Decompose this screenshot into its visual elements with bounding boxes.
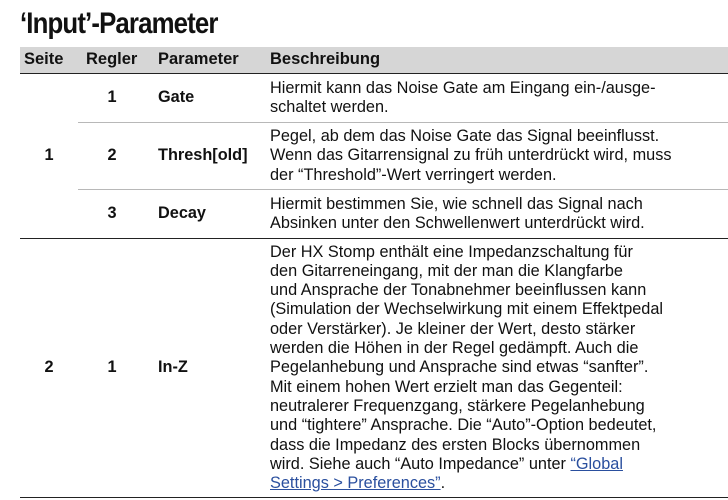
header-beschreibung: Beschreibung: [268, 47, 728, 74]
desc-line: Hiermit bestimmen Sie, wie schnell das Signal nach: [270, 194, 643, 213]
desc-line: Pegelanhebung und Ansprache sind etwas “sanfter”.: [270, 358, 649, 377]
parameter-table: [20, 47, 728, 498]
header-seite: Seite: [20, 47, 78, 74]
desc-line: und “tightere” Ansprache. Die “Auto”-Option bedeutet,: [270, 416, 657, 435]
section-title: ‘Input’-Parameter: [20, 7, 218, 40]
seite-cell-2: 2: [20, 239, 78, 498]
description-gate: [268, 74, 728, 123]
table-row-gate: [20, 74, 728, 123]
description-in-z: [268, 239, 728, 498]
desc-line: Hiermit kann das Noise Gate am Eingang ein-/ausge-: [270, 78, 656, 97]
desc-line: werden die Höhen in der Regel gedämpft. Auch die: [270, 339, 639, 358]
regler-cell: 2: [78, 123, 146, 190]
desc-line: Wenn das Gitarrensignal zu früh unterdrückt wird, muss: [270, 146, 672, 165]
desc-line: wird. Siehe auch “Auto Impedance” unter: [270, 454, 571, 473]
desc-line: den Gitarreneingang, mit der man die Klangfarbe: [270, 261, 623, 280]
description-decay: [268, 190, 728, 239]
desc-line: der “Threshold”-Wert verringert werden.: [270, 165, 557, 184]
table-header-row: [20, 47, 728, 74]
desc-line: neutralerer Frequenzgang, stärkere Pegelanhebung: [270, 396, 645, 415]
parameter-name-decay: Decay: [146, 190, 268, 239]
preferences-link[interactable]: Settings > Preferences”: [270, 474, 441, 493]
seite-cell-1: 1: [20, 74, 78, 239]
regler-cell: 1: [78, 239, 146, 498]
description-threshold: [268, 123, 728, 190]
table-row-decay: [20, 190, 728, 239]
desc-period: .: [440, 474, 446, 493]
desc-line: und Ansprache der Tonabnehmer beeinflussen kann: [270, 281, 647, 300]
table-row-in-z: [20, 239, 728, 498]
regler-cell: 3: [78, 190, 146, 239]
regler-cell: 1: [78, 74, 146, 123]
header-parameter: Parameter: [146, 47, 268, 74]
desc-line: schaltet werden.: [270, 98, 389, 116]
header-regler: Regler: [78, 47, 146, 74]
desc-line: oder Verstärker). Je kleiner der Wert, desto stärker: [270, 319, 636, 338]
desc-line: Der HX Stomp enthält eine Impedanzschaltung für: [270, 242, 633, 261]
parameter-name-threshold: Thresh[old]: [146, 123, 268, 190]
desc-line: dass die Impedanz des ersten Blocks übernommen: [270, 435, 641, 454]
parameter-name-gate: Gate: [146, 74, 268, 123]
desc-line: (Simulation der Wechselwirkung mit einem Effektpedal: [270, 300, 664, 319]
desc-line: Absinken unter den Schwellenwert unterdrückt wird.: [270, 214, 645, 232]
desc-line: Pegel, ab dem das Noise Gate das Signal beeinflusst.: [270, 127, 660, 146]
parameter-name-in-z: In-Z: [146, 239, 268, 498]
desc-line: Mit einem hohen Wert erzielt man das Gegenteil:: [270, 377, 623, 396]
global-settings-link[interactable]: “Global: [570, 454, 623, 473]
table-row-threshold: [20, 123, 728, 190]
